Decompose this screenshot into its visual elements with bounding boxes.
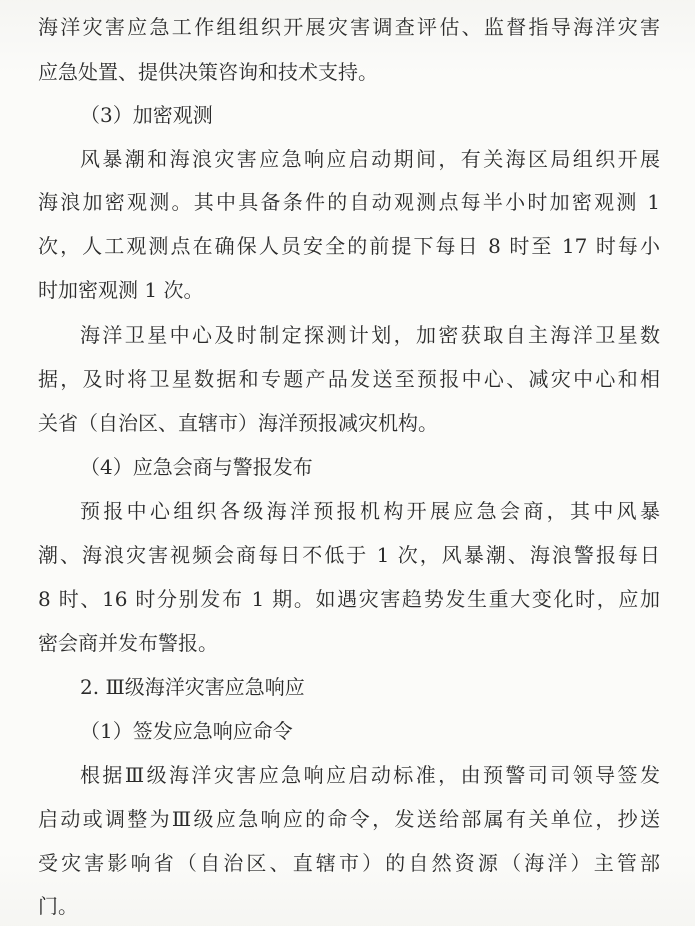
text-line: 受灾害影响省（自治区、直辖市）的自然资源（海洋）主管部 xyxy=(38,851,660,875)
text-line: 根据Ⅲ级海洋灾害应急响应启动标准，由预警司司领导签发 xyxy=(80,763,660,787)
text-line: 关省（自治区、直辖市）海洋预报减灾机构。 xyxy=(38,411,438,435)
text-line: 海洋卫星中心及时制定探测计划，加密获取自主海洋卫星数 xyxy=(80,323,660,347)
text-line: 次，人工观测点在确保人员安全的前提下每日 8 时至 17 时每小 xyxy=(38,234,660,258)
section-heading: （3）加密观测 xyxy=(80,103,213,127)
text-line: 潮、海浪灾害视频会商每日不低于 1 次，风暴潮、海浪警报每日 xyxy=(38,543,660,567)
text-line: 预报中心组织各级海洋预报机构开展应急会商，其中风暴 xyxy=(80,499,660,523)
text-line: 海浪加密观测。其中具备条件的自动观测点每半小时加密观测 1 xyxy=(38,190,660,214)
text-line: 风暴潮和海浪灾害应急响应启动期间，有关海区局组织开展 xyxy=(80,147,660,171)
text-line: 据，及时将卫星数据和专题产品发送至预报中心、减灾中心和相 xyxy=(38,367,660,391)
section-heading: 2. Ⅲ级海洋灾害应急响应 xyxy=(80,675,305,699)
text-line: 应急处置、提供决策咨询和技术支持。 xyxy=(38,60,378,84)
text-line: 密会商并发布警报。 xyxy=(38,631,218,655)
text-line: 海洋灾害应急工作组组织开展灾害调查评估、监督指导海洋灾害 xyxy=(38,15,660,39)
text-line: 启动或调整为Ⅲ级应急响应的命令，发送给部属有关单位，抄送 xyxy=(38,807,660,831)
text-line: 时加密观测 1 次。 xyxy=(38,278,204,302)
section-heading: （1）签发应急响应命令 xyxy=(80,719,293,743)
text-line: 门。 xyxy=(38,894,78,918)
section-heading: （4）应急会商与警报发布 xyxy=(80,455,313,479)
text-line: 8 时、16 时分别发布 1 期。如遇灾害趋势发生重大变化时，应加 xyxy=(38,587,660,611)
